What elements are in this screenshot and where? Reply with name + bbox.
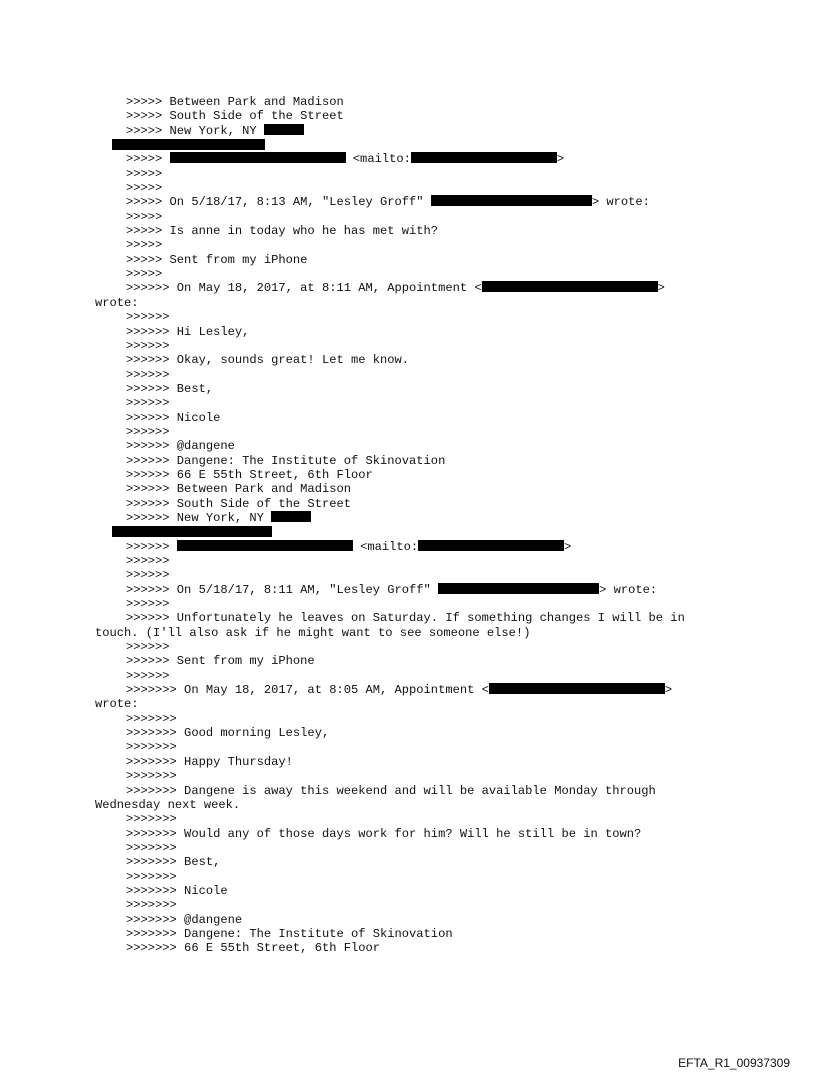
email-line: >>>>>> <mailto: >: [126, 539, 572, 554]
email-line: >>>>>> Nicole: [126, 410, 221, 425]
email-line: >>>>>> New York, NY: [95, 511, 795, 525]
email-line: >>>>>> Dangene: The Institute of Skinovation: [126, 453, 446, 468]
email-line: >>>>>>> Best,: [126, 855, 221, 870]
email-line: >>>>>>: [126, 640, 170, 655]
email-line: >>>>>>>: [126, 711, 177, 726]
email-line: >>>>>> Best,: [126, 381, 214, 396]
email-line: >>>>> Between Park and Madison: [126, 95, 344, 109]
document-id-footer: EFTA_R1_00937309: [678, 1056, 790, 1070]
email-line: wrote:: [95, 697, 139, 712]
redaction-box: [489, 683, 665, 694]
email-line: >>>>>> Okay, sounds great! Let me know.: [126, 353, 410, 368]
email-line: >>>>>>> Happy Thursday!: [126, 754, 293, 769]
email-line: >>>>>>: [126, 310, 170, 325]
email-line: >>>>>>>: [126, 740, 177, 755]
email-line: >>>>>>> Dangene: The Institute of Skinovation: [126, 926, 453, 941]
email-line: >>>>>: [126, 181, 163, 196]
email-line: touch. (I'll also ask if he might want to see someone else!): [95, 625, 531, 640]
email-line: >>>>>: [126, 238, 163, 253]
email-line: >>>>>>>: [126, 840, 177, 855]
redaction-box: [418, 540, 564, 551]
email-line: >>>>>>> @dangene: [126, 912, 243, 927]
email-line: >>>>>>: [126, 338, 170, 353]
email-line: >>>>>> Unfortunately he leaves on Saturday. If something changes I will be in: [126, 611, 685, 626]
email-line: >>>>>>>: [126, 812, 177, 827]
email-line: >>>>> New York, NY: [95, 124, 795, 138]
email-line: >>>>>> Between Park and Madison: [126, 482, 351, 497]
redaction-box: [170, 152, 346, 163]
email-line: >>>>>>>: [126, 769, 177, 784]
redaction-box: [271, 511, 311, 522]
email-line: >>>>>>: [126, 554, 170, 568]
redaction-box: [482, 281, 658, 292]
email-line: >>>>>> On 5/18/17, 8:11 AM, "Lesley Groff" > wrote:: [126, 582, 658, 597]
email-line: >>>>>>> Nicole: [126, 883, 228, 898]
redaction-box: [438, 583, 599, 594]
redaction-box: [177, 540, 353, 551]
email-line: >>>>>>>: [126, 869, 177, 884]
email-line: >>>>>> 66 E 55th Street, 6th Floor: [126, 467, 373, 482]
email-line: >>>>>>> Good morning Lesley,: [126, 726, 330, 741]
email-line: wrote:: [95, 295, 139, 310]
email-line: >>>>> South Side of the Street: [126, 109, 344, 124]
email-line: >>>>>: [126, 209, 163, 224]
email-line: Wednesday next week.: [95, 797, 241, 812]
email-line: >>>>>>: [126, 424, 170, 439]
email-line: >>>>>> Hi Lesley,: [126, 324, 250, 339]
email-line: >>>>>: [126, 166, 163, 181]
email-line: >>>>>>: [126, 396, 170, 411]
email-line: >>>>> Sent from my iPhone: [126, 252, 308, 267]
email-line: >>>>>>> Dangene is away this weekend and will be available Monday through: [126, 783, 656, 798]
redaction-box: [112, 526, 272, 537]
email-line: >>>>>> On May 18, 2017, at 8:11 AM, Appointment < >: [126, 281, 665, 296]
email-line-redacted: [95, 138, 795, 152]
email-line: >>>>>>>: [126, 898, 177, 913]
email-line-redacted: [95, 525, 795, 539]
email-line: >>>>>> Sent from my iPhone: [126, 654, 315, 669]
email-line: >>>>>>> On May 18, 2017, at 8:05 AM, Appointment < >: [126, 683, 673, 698]
email-line: >>>>> On 5/18/17, 8:13 AM, "Lesley Groff" > wrote:: [126, 195, 650, 210]
email-line: >>>>>>> Would any of those days work for him? Will he still be in town?: [126, 826, 642, 841]
email-line: >>>>>>: [126, 568, 170, 583]
email-line: >>>>>> @dangene: [126, 439, 235, 454]
redaction-box: [112, 139, 265, 150]
email-line: >>>>>> South Side of the Street: [126, 496, 351, 511]
email-line: >>>>>: [126, 267, 163, 282]
redaction-box: [431, 195, 592, 206]
email-line: >>>>> <mailto: >: [126, 152, 565, 167]
email-line: >>>>> Is anne in today who he has met with?: [126, 224, 439, 239]
email-line: >>>>>>: [126, 668, 170, 683]
email-line: >>>>>>: [126, 597, 170, 612]
redaction-box: [264, 124, 304, 135]
email-thread-body: [95, 95, 795, 956]
email-line: >>>>>>> 66 E 55th Street, 6th Floor: [126, 941, 381, 956]
email-line: >>>>>>: [126, 367, 170, 382]
redaction-box: [411, 152, 557, 163]
